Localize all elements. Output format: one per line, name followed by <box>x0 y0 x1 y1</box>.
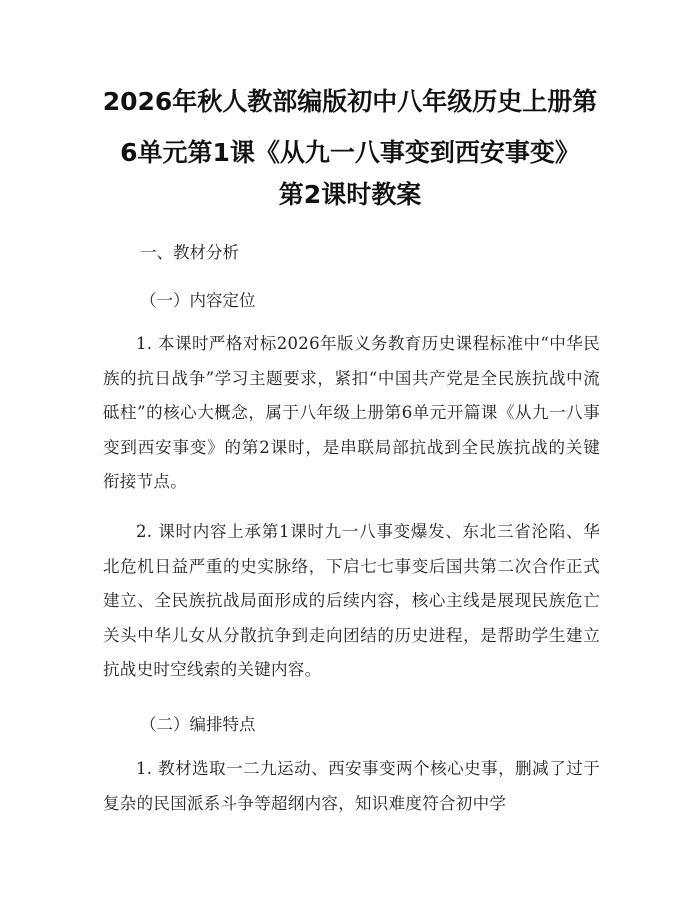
subsection-heading-arrangement-features: （二）编排特点 <box>140 715 256 734</box>
document-title-line-2: 6单元第1课《从九一八事变到西安事变》 <box>120 138 580 167</box>
section-heading-textbook-analysis: 一、教材分析 <box>140 243 239 262</box>
document-title-line-1: 2026年秋人教部编版初中八年级历史上册第 <box>102 87 598 116</box>
subsection-heading-content-positioning: （一）内容定位 <box>140 291 256 310</box>
paragraph-3: 1. 教材选取一二九运动、西安事变两个核心史事，删减了过于复杂的民国派系斗争等超纲内容，知识难度符合初中学 <box>103 759 600 813</box>
paragraph-1: 1. 本课时严格对标2026年版义务教育历史课程标准中“中华民族的抗日战争”学习主题要求，紧扣“中国共产党是全民族抗战中流砥柱”的核心大概念，属于八年级上册第6单元开篇课《从九一八事变到西安事变》的第2课时，是串联局部抗战到全民族抗战的关键衔接节点。 <box>103 334 600 491</box>
paragraph-2: 2. 课时内容上承第1课时九一八事变爆发、东北三省沦陷、华北危机日益严重的史实脉络，下启七七事变后国共第二次合作正式建立、全民族抗战局面形成的后续内容，核心主线是展现民族危亡关头中华儿女从分散抗争到走向团结的历史进程，是帮助学生建立抗战史时空线索的关键内容。 <box>103 522 600 679</box>
document-title-line-3: 第2课时教案 <box>278 180 422 209</box>
